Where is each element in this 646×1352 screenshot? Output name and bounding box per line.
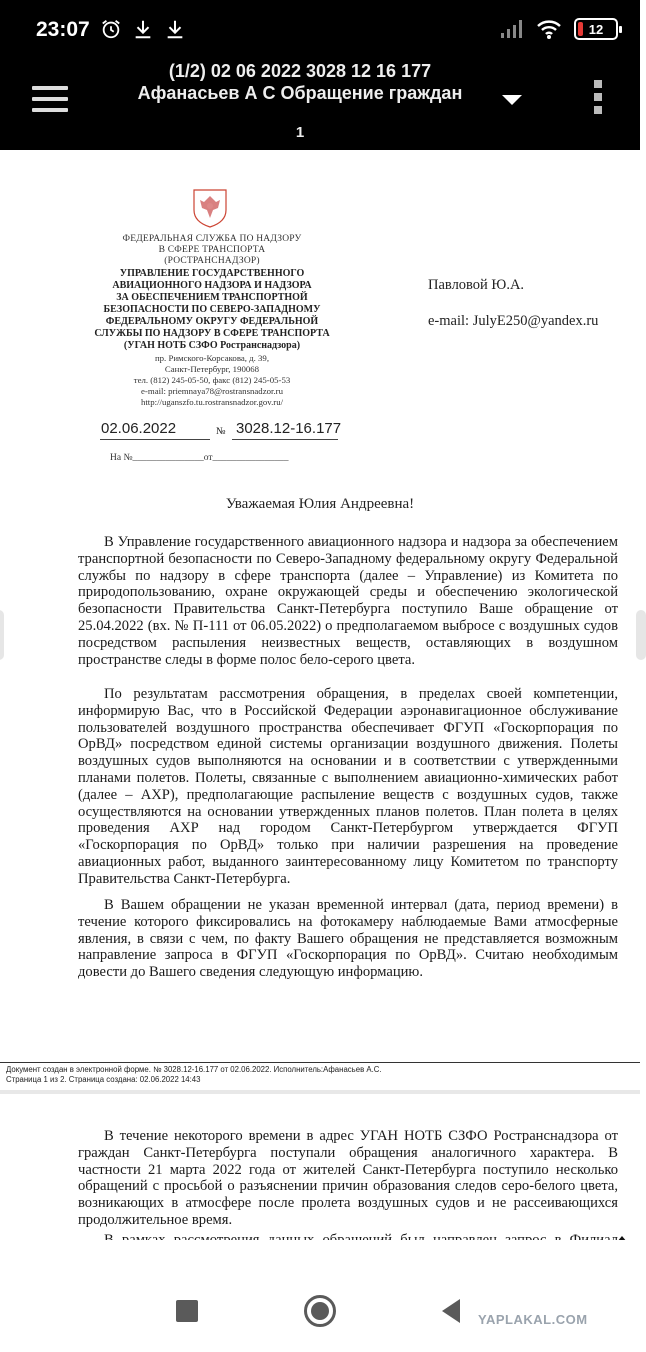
letterhead-address: пр. Римского-Корсакова, д. 39, [154,353,270,363]
document-footer [6,1065,382,1085]
status-time: 23:07 [36,18,90,41]
letter-date: 02.06.2022 [101,420,177,437]
app-bar [0,56,640,150]
page-indicator: 1 [295,124,305,141]
left-edge-handle [0,610,4,660]
letter-number: 3028.12-16.177 [236,420,342,437]
body-paragraph: По результатам рассмотрения обращения, в пределах своей компетенции, информирую Вас, что в Российской Федерации аэронавигационное обслуживание пользователей воздушного пространства обеспечивает ФГУП «Госкорпорация по ОрВД» посредством единой системы организации воздушного движения. Полеты воздушных судов выполняются на основании и в соответствии с утвержденными планами полетов. Полеты, связанные с выполнением авиационно-химических работ (далее – АХР), предполагающие распыление веществ с воздушных судов, также осуществляются на основании утвержденных планов полетов. План полета в целях проведения АХР над городом Санкт-Петербургом утверждается ФГУП «Госкорпорация по ОрВД» только при наличии разрешения на проведение авиационных работ, выданного заинтересованному лицу Комитетом по транспорту Правительства Санкт-Петербурга. [78,686,618,887]
right-edge-handle [636,610,646,660]
battery-level: 12 [588,21,604,37]
body-paragraph: В Управление государственного авиационного надзора и надзора за обеспечением транспортной безопасности по Северо-Западному федеральному округу Федеральной службы по надзору в сфере транспорта (далее – Управление) из Комитета по природопользованию, охране окружающей среды и обеспечению экологической безопасности Правительства Санкт-Петербурга поступило Ваше обращение от 25.04.2022 (вх. № П-111 от 06.05.2022) о предполагаемом выбросе с воздушных судов посредством распыления неизвестных веществ, оставляющих в воздушном пространстве следы в форме полос бело-серого цвета. [78,534,618,668]
recipient-name: Павловой Ю.А. [428,277,525,293]
letterhead-org: УПРАВЛЕНИЕ ГОСУДАРСТВЕННОГО [119,268,305,279]
coat-of-arms-icon [190,184,230,228]
letterhead-org: АВИАЦИОННОГО НАДЗОРА И НАДЗОРА [112,280,312,291]
wifi-icon [536,18,562,40]
status-bar [0,0,640,56]
number-sign: № [216,426,226,437]
body-paragraph: В Вашем обращении не указан временной интервал (дата, период времени) в течение которого фиксировались на фотокамеру наблюдаемые Вами атмосферные явления, в связи с чем, по факту Вашего обращения не представляется возможным направление запроса в ФГУП «Госкорпорация по ОрВД». Считаю необходимым довести до Вашего сведения следующую информацию. [78,897,618,981]
page-separator [0,1062,640,1063]
letterhead-address: http://uganszfo.tu.rostransnadzor.gov.ru/ [140,397,284,407]
reply-reference: На №_______________от________________ [110,453,289,463]
greeting: Уважаемая Юлия Андреевна! [225,496,415,512]
home-button[interactable] [304,1295,336,1327]
document-title: (1/2) 02 06 2022 3028 12 16 177 Афанасьев А С Обращение граждан [137,61,463,103]
back-button[interactable] [440,1298,462,1324]
signal-icon [500,19,524,39]
document-viewer[interactable] [0,150,640,1240]
more-options-button[interactable] [590,80,606,120]
letterhead-line: (РОСТРАНСНАДЗОР) [164,256,260,266]
letterhead-org: БЕЗОПАСНОСТИ ПО СЕВЕРО-ЗАПАДНОМУ [103,304,321,315]
chevron-down-icon[interactable] [500,92,524,108]
letterhead-org: ЗА ОБЕСПЕЧЕНИЕМ ТРАНСПОРТНОЙ [116,292,308,303]
alarm-icon [100,18,122,40]
navigation-bar [0,1240,640,1352]
footer-line: Страница 1 из 2. Страница создана: 02.06.2022 14:43 [6,1075,201,1084]
letterhead-org: (УГАН НОТБ СЗФО Ространснадзора) [123,340,301,351]
battery-icon [574,18,618,40]
download-icon [132,18,154,40]
footer-line: Документ создан в электронной форме. № 3028.12-16.177 от 02.06.2022. Исполнитель:Афанасьев А.С. [6,1065,382,1074]
watermark: YAPLAKAL.COM [478,1312,588,1327]
recipient-email: e-mail: JulyE250@yandex.ru [428,313,599,329]
page2-paragraph: В течение некоторого времени в адрес УГАН НОТБ СЗФО Ространснадзора от граждан Санкт-Петербурга поступали обращения аналогичного характера. В частности 21 марта 2022 года от жителей Санкт-Петербурга поступило несколько обращений с просьбой о разъяснении причин образования следов серо-белого цвета, возникающих в атмосфере после пролета воздушных судов и не рассеивающихся продолжительное время. [78,1128,618,1228]
letterhead-org: СЛУЖБЫ ПО НАДЗОРУ В СФЕРЕ ТРАНСПОРТА [94,328,330,339]
menu-button[interactable] [32,86,68,114]
recents-button[interactable] [176,1300,198,1322]
letterhead-org: ФЕДЕРАЛЬНОМУ ОКРУГУ ФЕДЕРАЛЬНОЙ [105,316,319,327]
page-gap [0,1090,640,1094]
letterhead-line: ФЕДЕРАЛЬНАЯ СЛУЖБА ПО НАДЗОРУ [122,234,302,244]
download-icon [164,18,186,40]
letterhead-line: В СФЕРЕ ТРАНСПОРТА [158,245,266,255]
letterhead-address: тел. (812) 245-05-50, факс (812) 245-05-53 [133,375,291,385]
letterhead-address: e-mail: priemnaya78@rostransnadzor.ru [141,386,283,396]
letterhead-address: Санкт-Петербург, 190068 [164,364,260,374]
